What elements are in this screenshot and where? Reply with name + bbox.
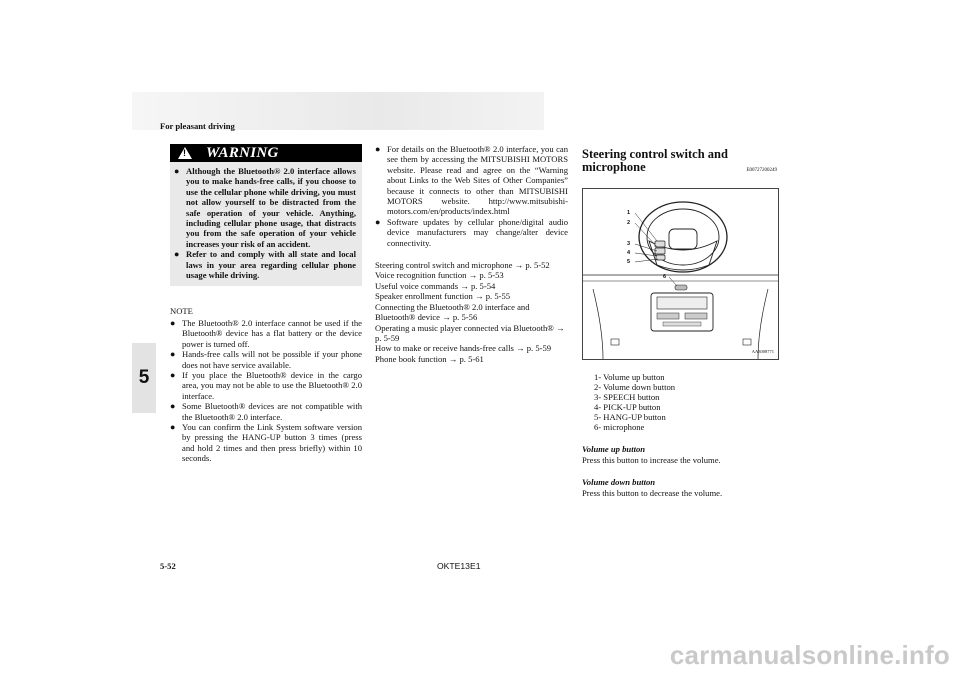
figure-legend	[582, 372, 777, 432]
steering-illustration	[583, 189, 778, 359]
legend-item: 6- microphone	[594, 422, 645, 433]
note-item: ● Hands-free calls will not be possible if your phone does not have service available.	[170, 349, 362, 370]
page-number: 5-52	[160, 561, 176, 571]
warning-header	[170, 144, 362, 162]
warning-body	[170, 162, 362, 286]
legend-item: 3- SPEECH button	[594, 392, 660, 403]
steering-figure	[582, 188, 779, 360]
middle-column	[375, 144, 568, 364]
subsection-heading: Volume up button	[582, 444, 646, 455]
legend-item: 2- Volume down button	[594, 382, 676, 393]
right-column	[582, 144, 777, 498]
callout-2: 2	[627, 220, 631, 227]
callout-4: 4	[627, 250, 631, 257]
warning-item: ● Refer to and comply with all state and local laws in your area regarding cellular phone usage while driving.	[174, 249, 356, 280]
cross-reference-list	[375, 260, 568, 364]
xref-item: Connecting the Bluetooth® 2.0 interface and Bluetooth® device → p. 5-56	[375, 301, 530, 323]
note-item: ● You can confirm the Link System software version by pressing the HANG-UP button 3 times (press and hold 2 times and then press briefly) within 10 seconds.	[170, 422, 362, 464]
chapter-tab	[132, 343, 156, 413]
xref-item: Useful voice commands → p. 5-54	[375, 280, 496, 291]
xref-item: Phone book function → p. 5-61	[375, 353, 484, 364]
watermark: carmanualsonline.info	[669, 640, 950, 670]
xref-item: Voice recognition function → p. 5-53	[375, 270, 504, 281]
legend-item: 4- PICK-UP button	[594, 402, 661, 413]
warning-triangle-icon	[178, 147, 192, 159]
xref-item: How to make or receive hands-free calls → p. 5-59	[375, 343, 552, 354]
section-code: E00727200249	[746, 168, 777, 173]
subsection-text: Press this button to increase the volume.	[582, 454, 721, 465]
document-code: OKTE13E1	[437, 561, 481, 571]
info-item: ● Software updates by cellular phone/digital audio device manufacturers may change/alter device connectivity.	[375, 217, 568, 248]
note-item: ● If you place the Bluetooth® device in the cargo area, you may not be able to use the Bluetooth® 2.0 interface.	[170, 370, 362, 401]
xref-item: Speaker enrollment function → p. 5-55	[375, 291, 511, 302]
section-title: Steering control switch and microphone	[582, 147, 728, 174]
xref-item: Steering control switch and microphone → p. 5-52	[375, 260, 550, 271]
chapter-number: 5	[138, 367, 150, 388]
warning-item: ● Although the Bluetooth® 2.0 interface allows you to make hands-free calls, if you choose to use the cellular phone while driving, you must not allow yourself to be distracted from the safe operation of your vehicle. Anything, including cellular phone usage, that distracts you from the safe operation of your vehicle increases your risk of an accident.	[174, 166, 356, 249]
figure-code: AA3008771	[751, 349, 774, 354]
info-item: ● For details on the Bluetooth® 2.0 interface, you can see them by accessing the MITSUBISHI MOTORS website. Please read and agree on the “Warning about Links to the Web Sites of Other Companies” because it connects to other than MITSUBISHI MOTORS website. http://www.mitsubishi-motors.com/en/products/index.html	[375, 144, 568, 217]
note-item: ● Some Bluetooth® devices are not compatible with the Bluetooth® 2.0 interface.	[170, 401, 362, 422]
running-header: For pleasant driving	[160, 121, 235, 131]
left-column	[170, 144, 362, 464]
callout-6: 6	[663, 274, 667, 281]
warning-box	[170, 144, 362, 286]
callout-5: 5	[627, 259, 631, 266]
subsection-heading: Volume down button	[582, 477, 656, 488]
note-item: ● The Bluetooth® 2.0 interface cannot be used if the Bluetooth® device has a flat battery or the device power is turned off.	[170, 318, 362, 349]
note-label: NOTE	[170, 306, 193, 317]
xref-item: Operating a music player connected via Bluetooth® → p. 5-59	[375, 322, 565, 343]
subsection-text: Press this button to decrease the volume.	[582, 487, 723, 498]
legend-item: 5- HANG-UP button	[594, 412, 666, 423]
callout-1: 1	[627, 210, 631, 217]
note-list	[170, 318, 362, 464]
warning-title: WARNING	[206, 144, 279, 161]
callout-3: 3	[627, 241, 631, 248]
legend-item: 1- Volume up button	[594, 372, 665, 383]
